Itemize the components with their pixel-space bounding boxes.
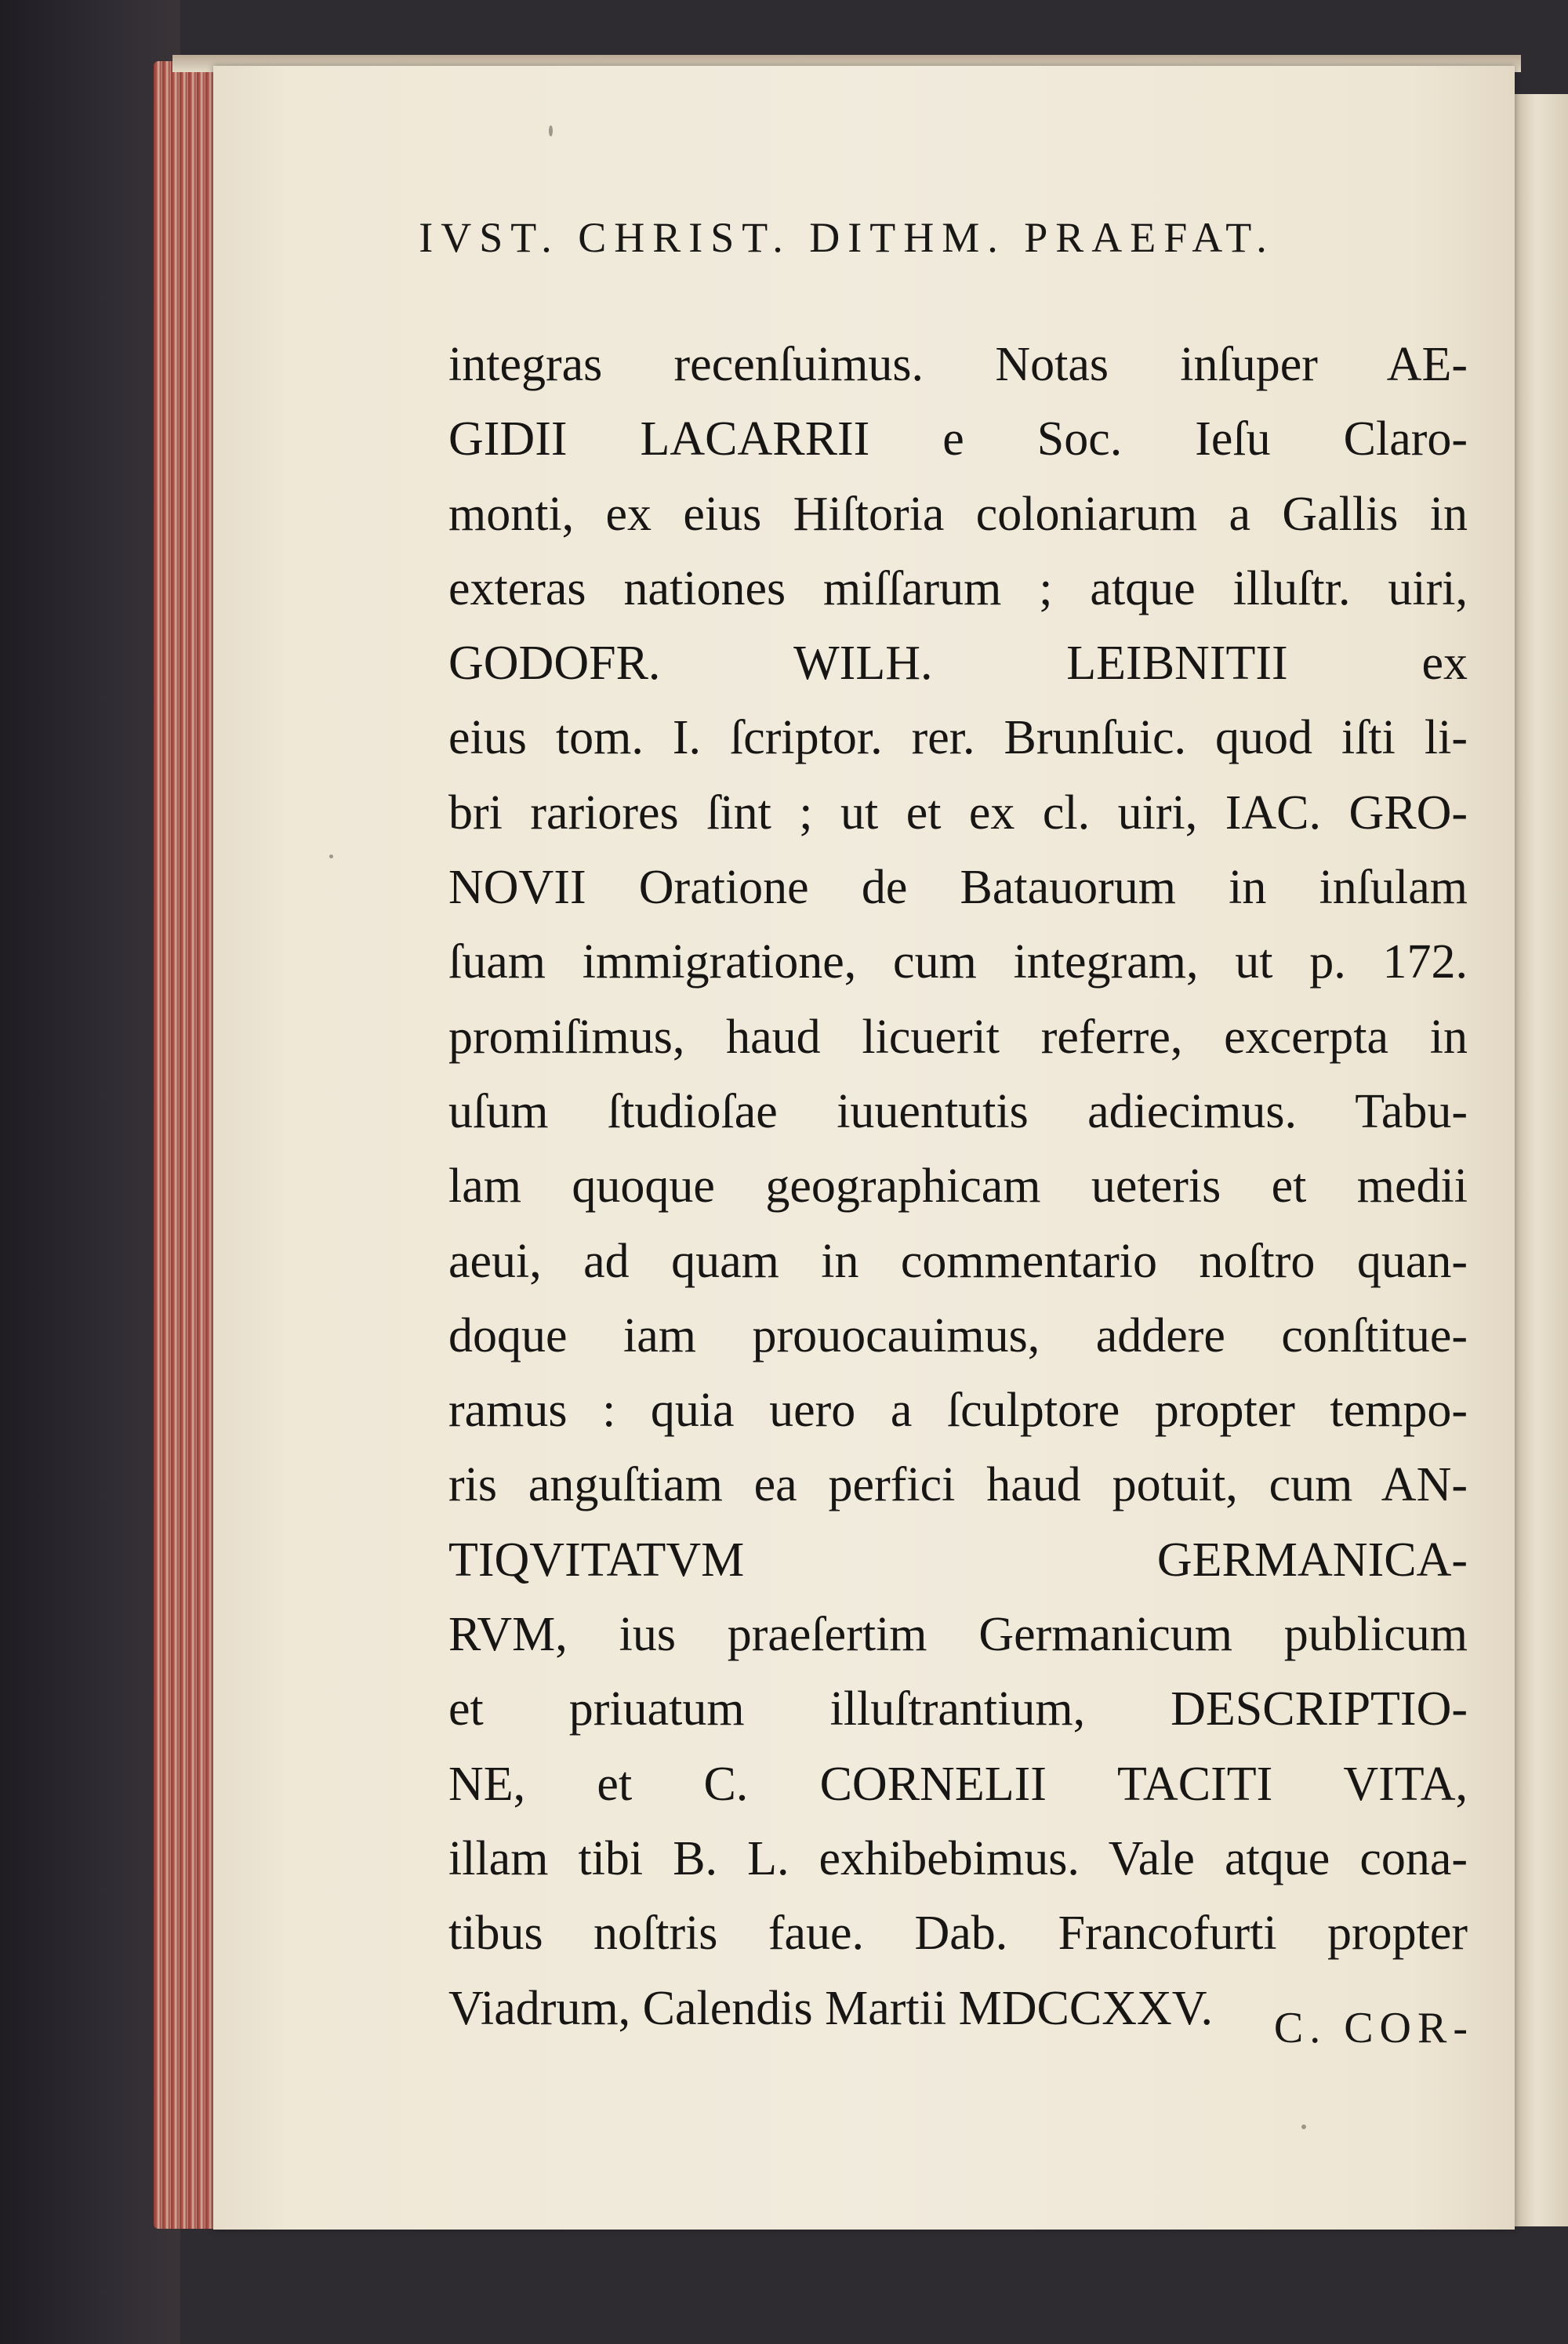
text-line: integras recenſuimus. Notas inſuper AE- — [448, 338, 1468, 391]
text-line: TIQVITATVM GERMANICA- — [448, 1533, 1468, 1587]
text-line: lam quoque geographicam ueteris et medii — [448, 1159, 1468, 1214]
text-line: tibus noſtris faue. Dab. Francofurti propter — [448, 1907, 1468, 1961]
catchword: C. COR- — [1273, 2004, 1474, 2052]
paper-speck — [1301, 2124, 1306, 2129]
next-page-edge — [1515, 94, 1568, 2226]
text-line: NOVII Oratione de Batauorum in inſulam — [448, 861, 1468, 915]
body-text — [448, 328, 1468, 2046]
text-line: uſum ſtudioſae iuuentutis adiecimus. Tabu- — [448, 1084, 1468, 1138]
text-line: promiſimus, haud licuerit referre, excerpta in — [448, 1010, 1468, 1064]
text-line: illam tibi B. L. exhibebimus. Vale atque cona- — [448, 1831, 1468, 1885]
running-head: IVST. CHRIST. DITHM. PRAEFAT. — [419, 214, 1275, 261]
text-line: exteras nationes miſſarum ; atque illuſtr. uiri, — [448, 561, 1468, 615]
paper-speck — [329, 855, 333, 858]
text-line: ſuam immigratione, cum integram, ut p. 172. — [448, 935, 1468, 989]
text-line: eius tom. I. ſcriptor. rer. Brunſuic. quod iſti li- — [448, 711, 1468, 765]
text-line: et priuatum illuſtrantium, DESCRIPTIO- — [448, 1682, 1468, 1736]
text-line: bri rariores ſint ; ut et ex cl. uiri, IAC. GRO- — [448, 786, 1468, 840]
text-line: Viadrum, Calendis Martii MDCCXXV. — [448, 1981, 1214, 2035]
text-line: GODOFR. WILH. LEIBNITII ex — [448, 637, 1468, 691]
text-line: ramus : quia uero a ſculptore propter tempo- — [448, 1384, 1468, 1438]
text-line: GIDII LACARRII e Soc. Ieſu Claro- — [448, 412, 1468, 466]
text-line: NE, et C. CORNELII TACITI VITA, — [448, 1757, 1468, 1811]
paper-speck — [549, 125, 553, 136]
text-line: RVM, ius praeſertim Germanicum publicum — [448, 1608, 1468, 1662]
text-line: ris anguſtiam ea perfici haud potuit, cum AN- — [448, 1458, 1468, 1512]
text-line: doque iam prouocauimus, addere conſtitue- — [448, 1308, 1468, 1362]
text-line: aeui, ad quam in commentario noſtro quan- — [448, 1234, 1468, 1288]
text-line: monti, ex eius Hiſtoria coloniarum a Gallis in — [448, 487, 1468, 541]
